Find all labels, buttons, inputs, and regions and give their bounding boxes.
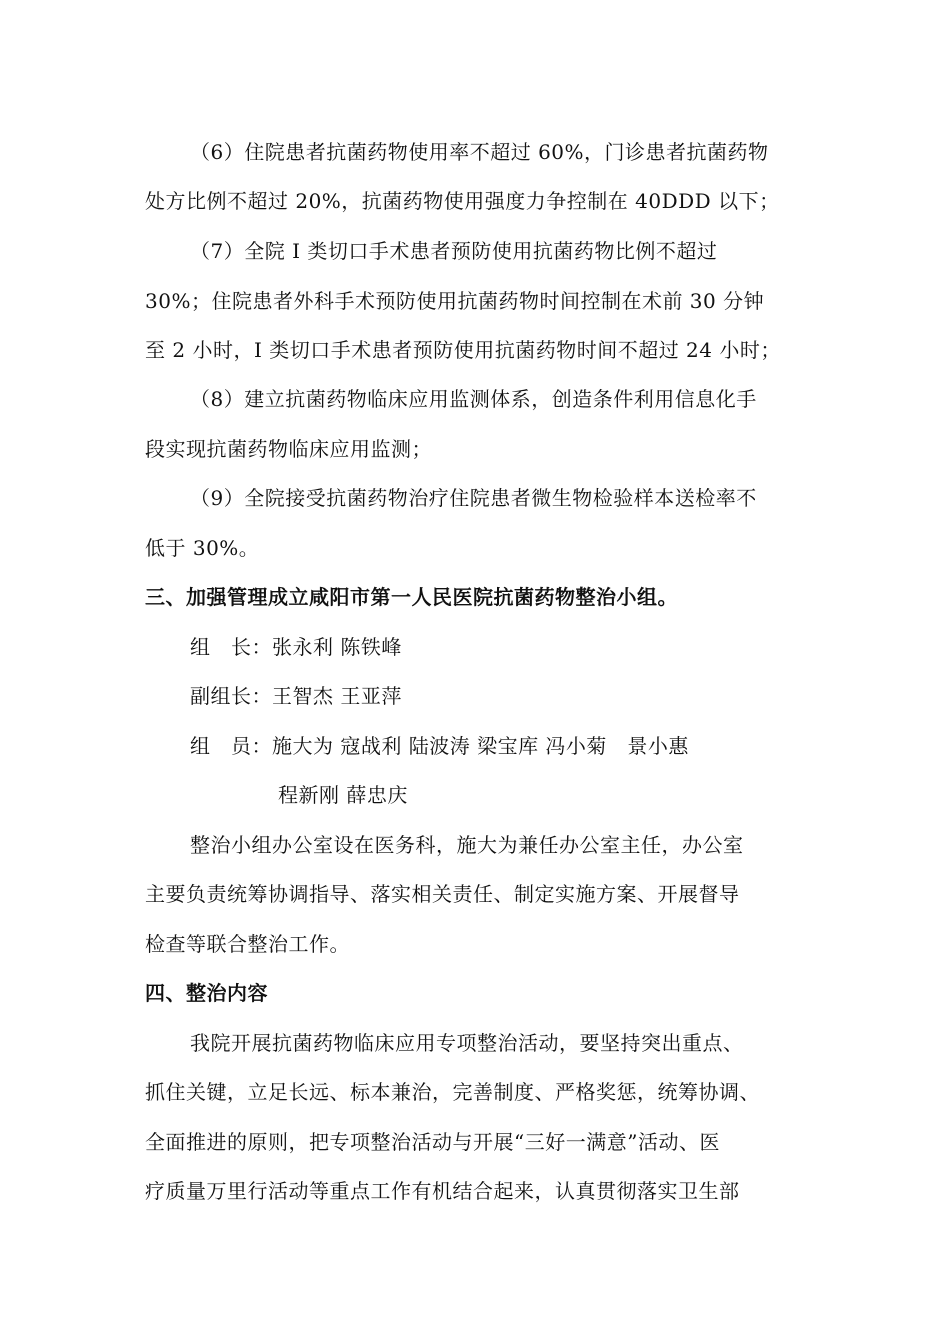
section-4-heading: 四、整治内容 bbox=[145, 981, 268, 1005]
section-4-line-2: 抓住关键，立足长远、标本兼治，完善制度、严格奖惩，统筹协调、 bbox=[145, 1080, 760, 1104]
group-leader: 组 长：张永利 陈铁峰 bbox=[190, 635, 402, 659]
section-3-heading: 三、加强管理成立咸阳市第一人民医院抗菌药物整治小组。 bbox=[145, 585, 678, 609]
paragraph-8-line-2: 段实现抗菌药物临床应用监测； bbox=[145, 437, 432, 461]
paragraph-6-line-2: 处方比例不超过 20%，抗菌药物使用强度力争控制在 40DDD 以下； bbox=[145, 189, 780, 213]
paragraph-7-line-2: 30%；住院患者外科手术预防使用抗菌药物时间控制在术前 30 分钟 bbox=[145, 289, 765, 313]
office-paragraph-line-1: 整治小组办公室设在医务科，施大为兼任办公室主任，办公室 bbox=[190, 833, 744, 857]
section-4-line-3: 全面推进的原则，把专项整治活动与开展“三好一满意”活动、医 bbox=[145, 1130, 720, 1154]
paragraph-9-line-1: （9）全院接受抗菌药物治疗住院患者微生物检验样本送检率不 bbox=[190, 486, 757, 510]
group-members-line-2: 程新刚 薛忠庆 bbox=[278, 783, 408, 807]
group-members-line-1: 组 员：施大为 寇战利 陆波涛 梁宝库 冯小菊 景小惠 bbox=[190, 734, 689, 758]
section-4-line-4: 疗质量万里行活动等重点工作有机结合起来，认真贯彻落实卫生部 bbox=[145, 1179, 740, 1203]
office-paragraph-line-3: 检查等联合整治工作。 bbox=[145, 932, 350, 956]
paragraph-8-line-1: （8）建立抗菌药物临床应用监测体系，创造条件利用信息化手 bbox=[190, 387, 757, 411]
paragraph-6-line-1: （6）住院患者抗菌药物使用率不超过 60%，门诊患者抗菌药物 bbox=[190, 140, 769, 164]
paragraph-7-line-1: （7）全院 I 类切口手术患者预防使用抗菌药物比例不超过 bbox=[190, 239, 718, 263]
paragraph-7-line-3: 至 2 小时，I 类切口手术患者预防使用抗菌药物时间不超过 24 小时； bbox=[145, 338, 781, 362]
office-paragraph-line-2: 主要负责统筹协调指导、落实相关责任、制定实施方案、开展督导 bbox=[145, 882, 740, 906]
deputy-leader: 副组长：王智杰 王亚萍 bbox=[190, 684, 402, 708]
paragraph-9-line-2: 低于 30%。 bbox=[145, 536, 260, 560]
section-4-line-1: 我院开展抗菌药物临床应用专项整治活动，要坚持突出重点、 bbox=[190, 1031, 744, 1055]
